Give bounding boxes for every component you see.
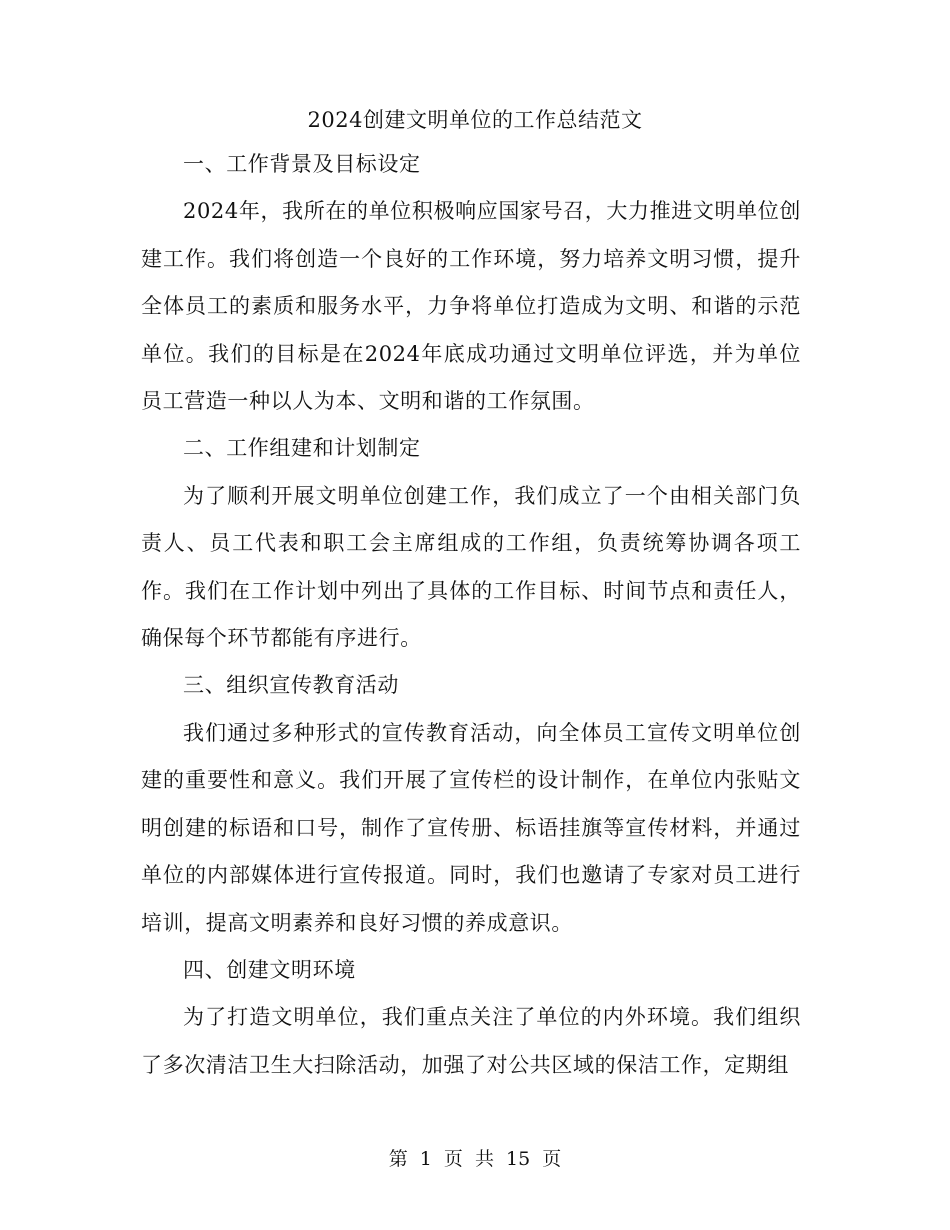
section-heading: 三、组织宣传教育活动 (183, 673, 399, 698)
section-heading: 四、创建文明环境 (183, 957, 356, 982)
document-title: 2024创建文明单位的工作总结范文 (307, 108, 643, 132)
section-heading: 一、工作背景及目标设定 (183, 152, 421, 176)
body-paragraph: 2024年，我所在的单位积极响应国家号召，大力推进文明单位创建工作。我们将创造一个良好的工作环境，努力培养文明习惯，提升全体员工的素质和服务水平，力争将单位打造成为文明、和谐的示范单位。我们的目标是在2024年底成功通过文明单位评选，并为单位员工营造一种以人为本、文明和谐的工作氛围。 (141, 199, 801, 414)
document-body (141, 141, 801, 1089)
page-number-footer: 第 1 页 共 15 页 (388, 1148, 562, 1170)
body-paragraph: 我们通过多种形式的宣传教育活动，向全体员工宣传文明单位创建的重要性和意义。我们开展了宣传栏的设计制作，在单位内张贴文明创建的标语和口号，制作了宣传册、标语挂旗等宣传材料，并通过单位的内部媒体进行宣传报道。同时，我们也邀请了专家对员工进行培训，提高文明素养和良好习惯的养成意识。 (141, 720, 801, 935)
section-heading: 二、工作组建和计划制定 (183, 436, 421, 461)
body-paragraph: 为了顺利开展文明单位创建工作，我们成立了一个由相关部门负责人、员工代表和职工会主席组成的工作组，负责统筹协调各项工作。我们在工作计划中列出了具体的工作目标、时间节点和责任人，确保每个环节都能有序进行。 (141, 483, 801, 651)
body-paragraph: 为了打造文明单位，我们重点关注了单位的内外环境。我们组织了多次清洁卫生大扫除活动，加强了对公共区域的保洁工作，定期组 (141, 1005, 801, 1077)
